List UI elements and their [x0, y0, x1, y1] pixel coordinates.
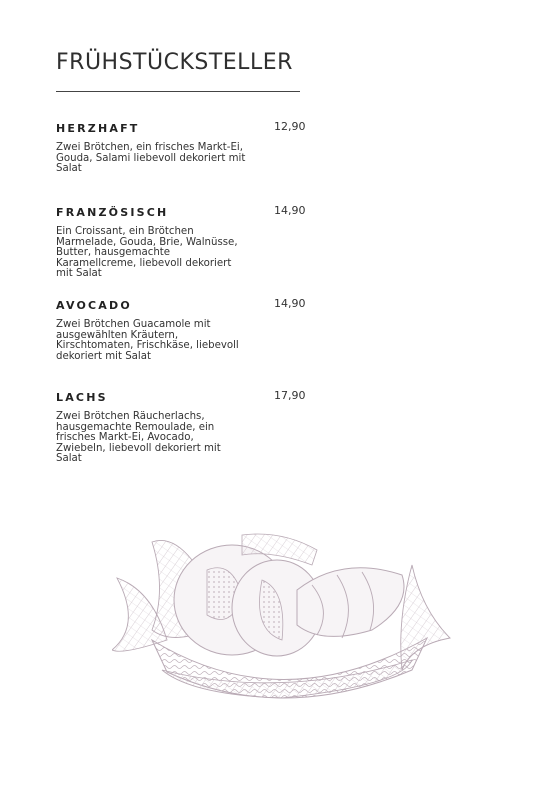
item-description: Zwei Brötchen Guacamole mit ausgewählten Kräutern, Kirschtomaten, Frischkäse, liebevoll dekoriert mit Salat — [56, 319, 239, 362]
item-price: 17,90 — [274, 389, 306, 402]
item-description: Zwei Brötchen, ein frisches Markt-Ei, Gouda, Salami liebevoll dekoriert mit Salat — [56, 142, 246, 175]
item-name: AVOCADO — [56, 299, 132, 312]
item-name: FRANZÖSISCH — [56, 206, 169, 219]
item-description: Ein Croissant, ein Brötchen Marmelade, Gouda, Brie, Walnüsse, Butter, hausgemachte Karamellcreme, liebevoll dekoriert mit Salat — [56, 226, 238, 280]
menu-item-lachs — [56, 391, 306, 465]
item-price: 12,90 — [274, 120, 306, 133]
menu-item-herzhaft — [56, 122, 306, 175]
item-name: HERZHAFT — [56, 122, 140, 135]
item-price: 14,90 — [274, 297, 306, 310]
bread-basket-icon — [112, 520, 452, 715]
item-description: Zwei Brötchen Räucherlachs, hausgemachte Remoulade, ein frisches Markt-Ei, Avocado, Zwiebeln, liebevoll dekoriert mit Salat — [56, 411, 221, 465]
menu-item-avocado — [56, 299, 306, 362]
menu-item-franzoesisch — [56, 206, 306, 280]
page-title: FRÜHSTÜCKSTELLER — [56, 50, 293, 75]
title-divider — [56, 91, 300, 92]
item-name: LACHS — [56, 391, 108, 404]
item-price: 14,90 — [274, 204, 306, 217]
